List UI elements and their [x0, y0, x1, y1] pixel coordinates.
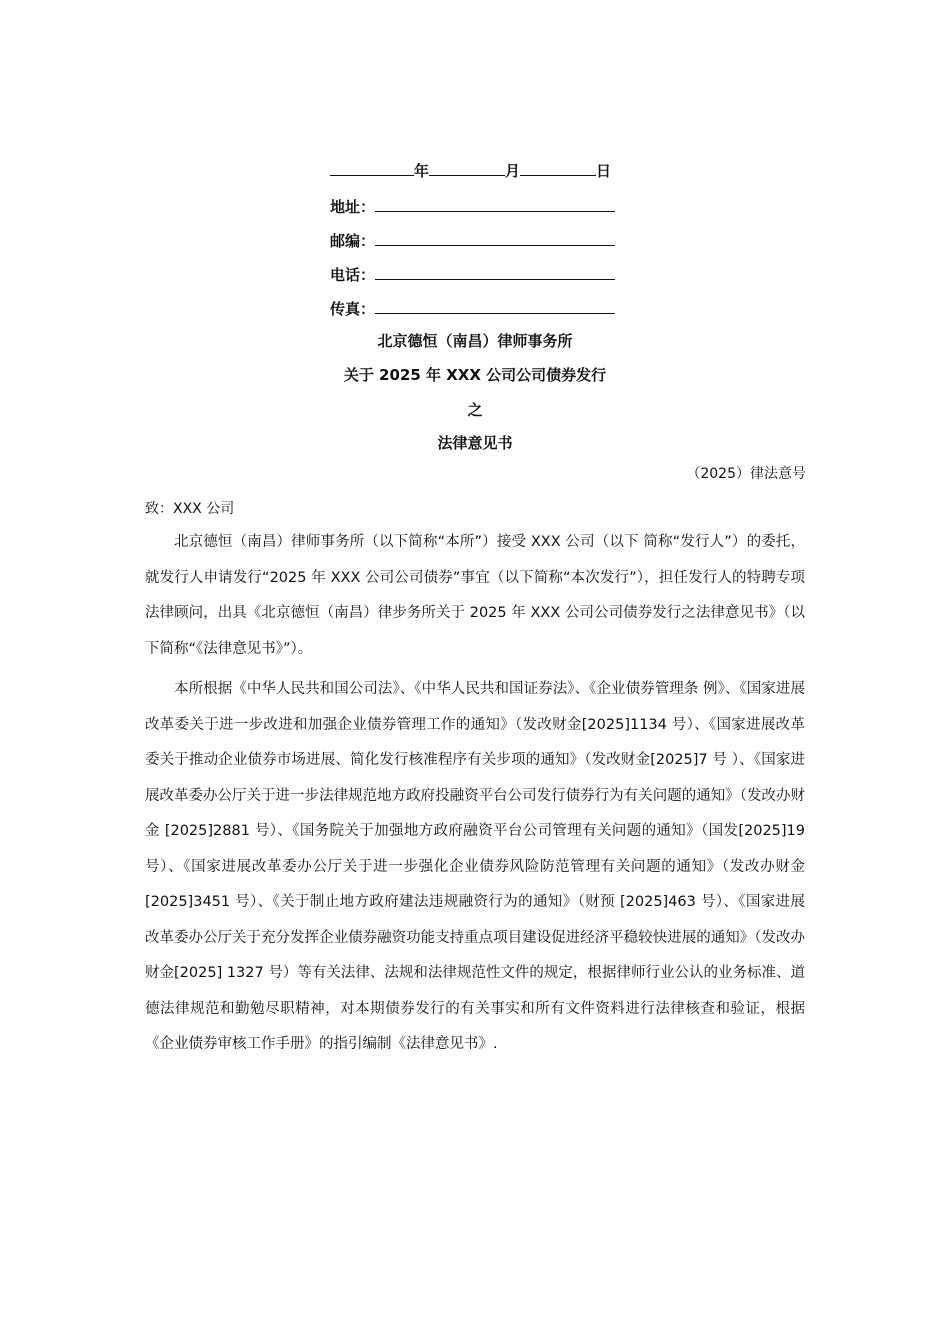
address-label: 地址：	[330, 198, 376, 216]
address-row	[330, 190, 630, 224]
phone-blank[interactable]	[375, 262, 615, 280]
month-label: 月	[505, 162, 521, 180]
header-form	[330, 158, 630, 326]
postcode-label: 邮编：	[330, 232, 376, 250]
title-connector: 之	[467, 401, 483, 419]
fax-label: 传真：	[330, 300, 376, 318]
year-blank[interactable]	[330, 158, 414, 176]
title-subject: 关于 2025 年 XXX 公司公司债券发行	[343, 366, 607, 384]
title-firm: 北京德恒（南昌）律师事务所	[377, 332, 573, 350]
day-label: 日	[596, 162, 612, 180]
day-blank[interactable]	[520, 158, 596, 176]
postcode-blank[interactable]	[375, 228, 615, 246]
title-doc-type: 法律意见书	[437, 434, 513, 452]
fax-blank[interactable]	[375, 296, 615, 314]
phone-label: 电话：	[330, 266, 376, 284]
reference-number: （2025）律法意号	[686, 466, 806, 482]
paragraph-intro: 北京德恒（南昌）律师事务所（以下简称“本所”）接受 XXX 公司（以下 简称“发行人”）的委托，就发行人申请发行“2025 年 XXX 公司公司债券”事宜（以下简称“本次发行”），担任发行人的特聘专项法律顾问，出具《北京德恒（南昌）律步务所关于 2025 年 XXX 公司公司债券发行之法律意见书》（以下简称“《法律意见书》”）。	[145, 534, 805, 657]
fax-row	[330, 292, 630, 326]
address-blank[interactable]	[375, 194, 615, 212]
year-label: 年	[414, 162, 430, 180]
postcode-row	[330, 224, 630, 258]
phone-row	[330, 258, 630, 292]
paragraph-basis: 本所根据《中华人民共和国公司法》、《中华人民共和国证券法》、《企业债券管理条 例》、《国家进展改革委关于进一步改进和加强企业债券管理工作的通知》（发改财金[2025]1134 号）、《国家进展改革委关于推动企业债券市场进展、简化发行核准程序有关步项的通知》（发改财金[2025]7 号 ）、《国家进展改革委办公厅关于进一步法律规范地方政府投融资平台公司发行债券行为有关问题的通知》（发改办财金 [2025]2881 号）、《国务院关于加强地方政府融资平台公司管理有关问题的通知》（国发[2025]19 号）、《国家进展改革委办公厅关于进一步强化企业债券风险防范管理有关问题的通知》（发改办财金 [2025]3451 号）、《关于制止地方政府建法违规融资行为的通知》（财预 [2025]463 号）、《国家进展改革委办公厅关于充分发挥企业债券融资功能支持重点项目建设促进经济平稳较快进展的通知》（发改办财金[2025] 1327 号）等有关法律、法规和法律规范性文件的规定，根据律师行业公认的业务标准、道德法律规范和勤勉尽职精神，对本期债券发行的有关事实和所有文件资料进行法律核查和验证，根据《企业债券审核工作手册》的指引编制《法律意见书》.	[145, 681, 805, 1052]
addressee: 致：XXX 公司	[145, 501, 235, 517]
date-line	[330, 158, 630, 182]
month-blank[interactable]	[429, 158, 505, 176]
